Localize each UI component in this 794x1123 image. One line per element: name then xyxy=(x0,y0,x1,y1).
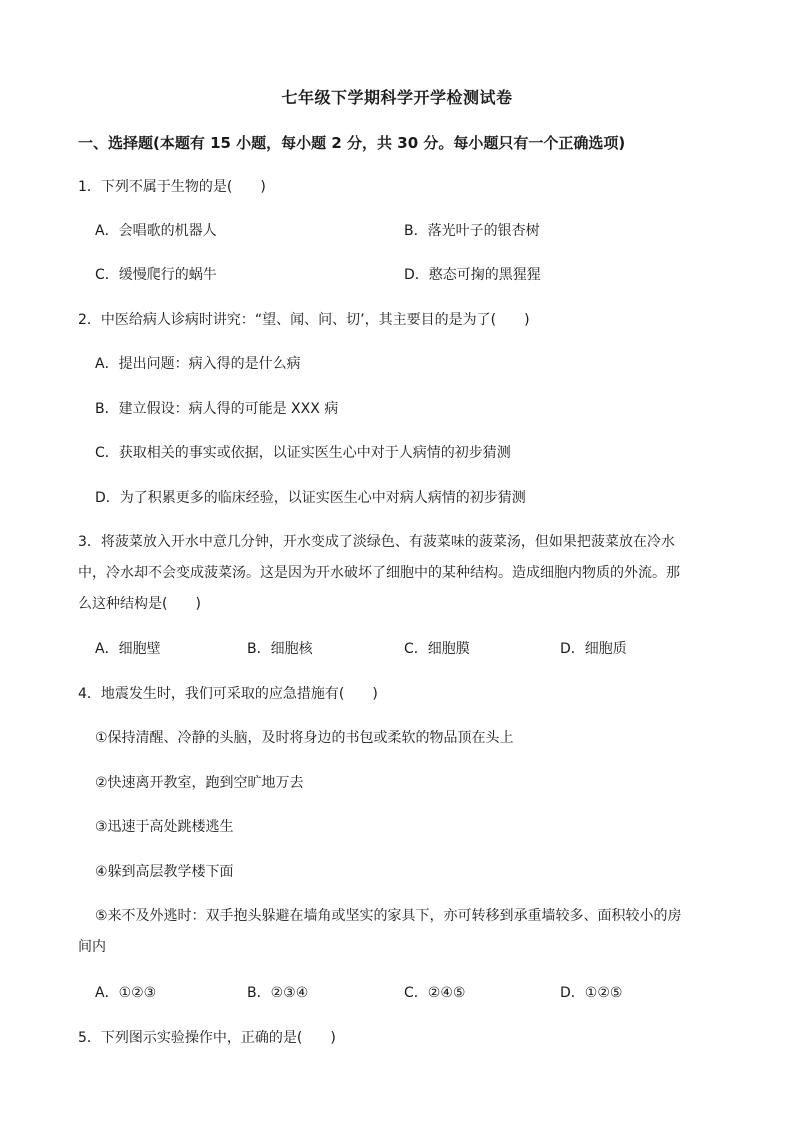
question-4-option-d: D．①②⑤ xyxy=(560,985,623,1001)
question-2-option-d: D．为了积累更多的临床经验，以证实医生心中对病人病情的初步猜测 xyxy=(95,490,526,506)
question-1-option-c: C．缓慢爬行的蜗牛 xyxy=(95,267,217,283)
question-5-stem: 5．下列图示实验操作中，正确的是( ) xyxy=(78,1030,336,1046)
question-1-option-d: D．憨态可掬的黑猩猩 xyxy=(404,267,541,283)
question-4-item-5-continued: 间内 xyxy=(78,939,106,955)
question-4-option-b: B．②③④ xyxy=(247,985,309,1001)
question-3-option-a: A．细胞壁 xyxy=(95,641,161,657)
question-4-option-c: C．②④⑤ xyxy=(404,985,466,1001)
question-4-item-5: ⑤来不及外逃时：双手抱头躲避在墙角或坚实的家具下，亦可转移到承重墙较多、面积较小的房 xyxy=(95,908,682,924)
question-2-option-a: A．提出问题：病入得的是什么病 xyxy=(95,356,301,372)
question-2-stem: 2．中医给病人诊病时讲究：“望、闻、问、切’，其主要目的是为了( ) xyxy=(78,312,530,328)
question-3-option-c: C．细胞膜 xyxy=(404,641,470,657)
section-heading: 一、选择题(本题有 15 小题，每小题 2 分，共 30 分。每小题只有一个正确选项) xyxy=(78,134,626,152)
page-title: 七年级下学期科学开学检测试卷 xyxy=(281,88,513,107)
question-4-item-1: ①保持清醒、冷静的头脑，及时将身边的书包或柔软的物品顶在头上 xyxy=(95,730,514,746)
question-4-option-a: A．①②③ xyxy=(95,985,157,1001)
question-4-stem: 4．地震发生时，我们可采取的应急措施有( ) xyxy=(78,686,378,702)
question-1-stem: 1．下列不属于生物的是( ) xyxy=(78,179,266,195)
question-3-stem-line-2: 中，冷水却不会变成菠菜汤。这是因为开水破坏了细胞中的某种结构。造成细胞内物质的外流。那 xyxy=(78,565,680,581)
question-1-option-b: B．落光叶子的银杏树 xyxy=(404,223,540,239)
question-2-option-c: C．获取相关的事实或依据，以证实医生心中对于人病情的初步猜测 xyxy=(95,445,511,461)
question-1-option-a: A．会唱歌的机器人 xyxy=(95,223,217,239)
question-3-option-b: B．细胞核 xyxy=(247,641,313,657)
question-4-item-4: ④躲到高层教学楼下面 xyxy=(95,864,234,880)
question-4-item-3: ③迅速于高处跳楼逃生 xyxy=(95,819,234,835)
question-3-option-d: D．细胞质 xyxy=(560,641,627,657)
question-2-option-b: B．建立假设：病人得的可能是 XXX 病 xyxy=(95,401,339,417)
question-4-item-2: ②快速离开教室，跑到空旷地万去 xyxy=(95,775,304,791)
question-3-stem-line-3: 么这种结构是( ) xyxy=(78,596,201,612)
question-3-stem-line-1: 3．将菠菜放入开水中意几分钟，开水变成了淡绿色、有菠菜味的菠菜汤，但如果把菠菜放在冷水 xyxy=(78,534,675,550)
